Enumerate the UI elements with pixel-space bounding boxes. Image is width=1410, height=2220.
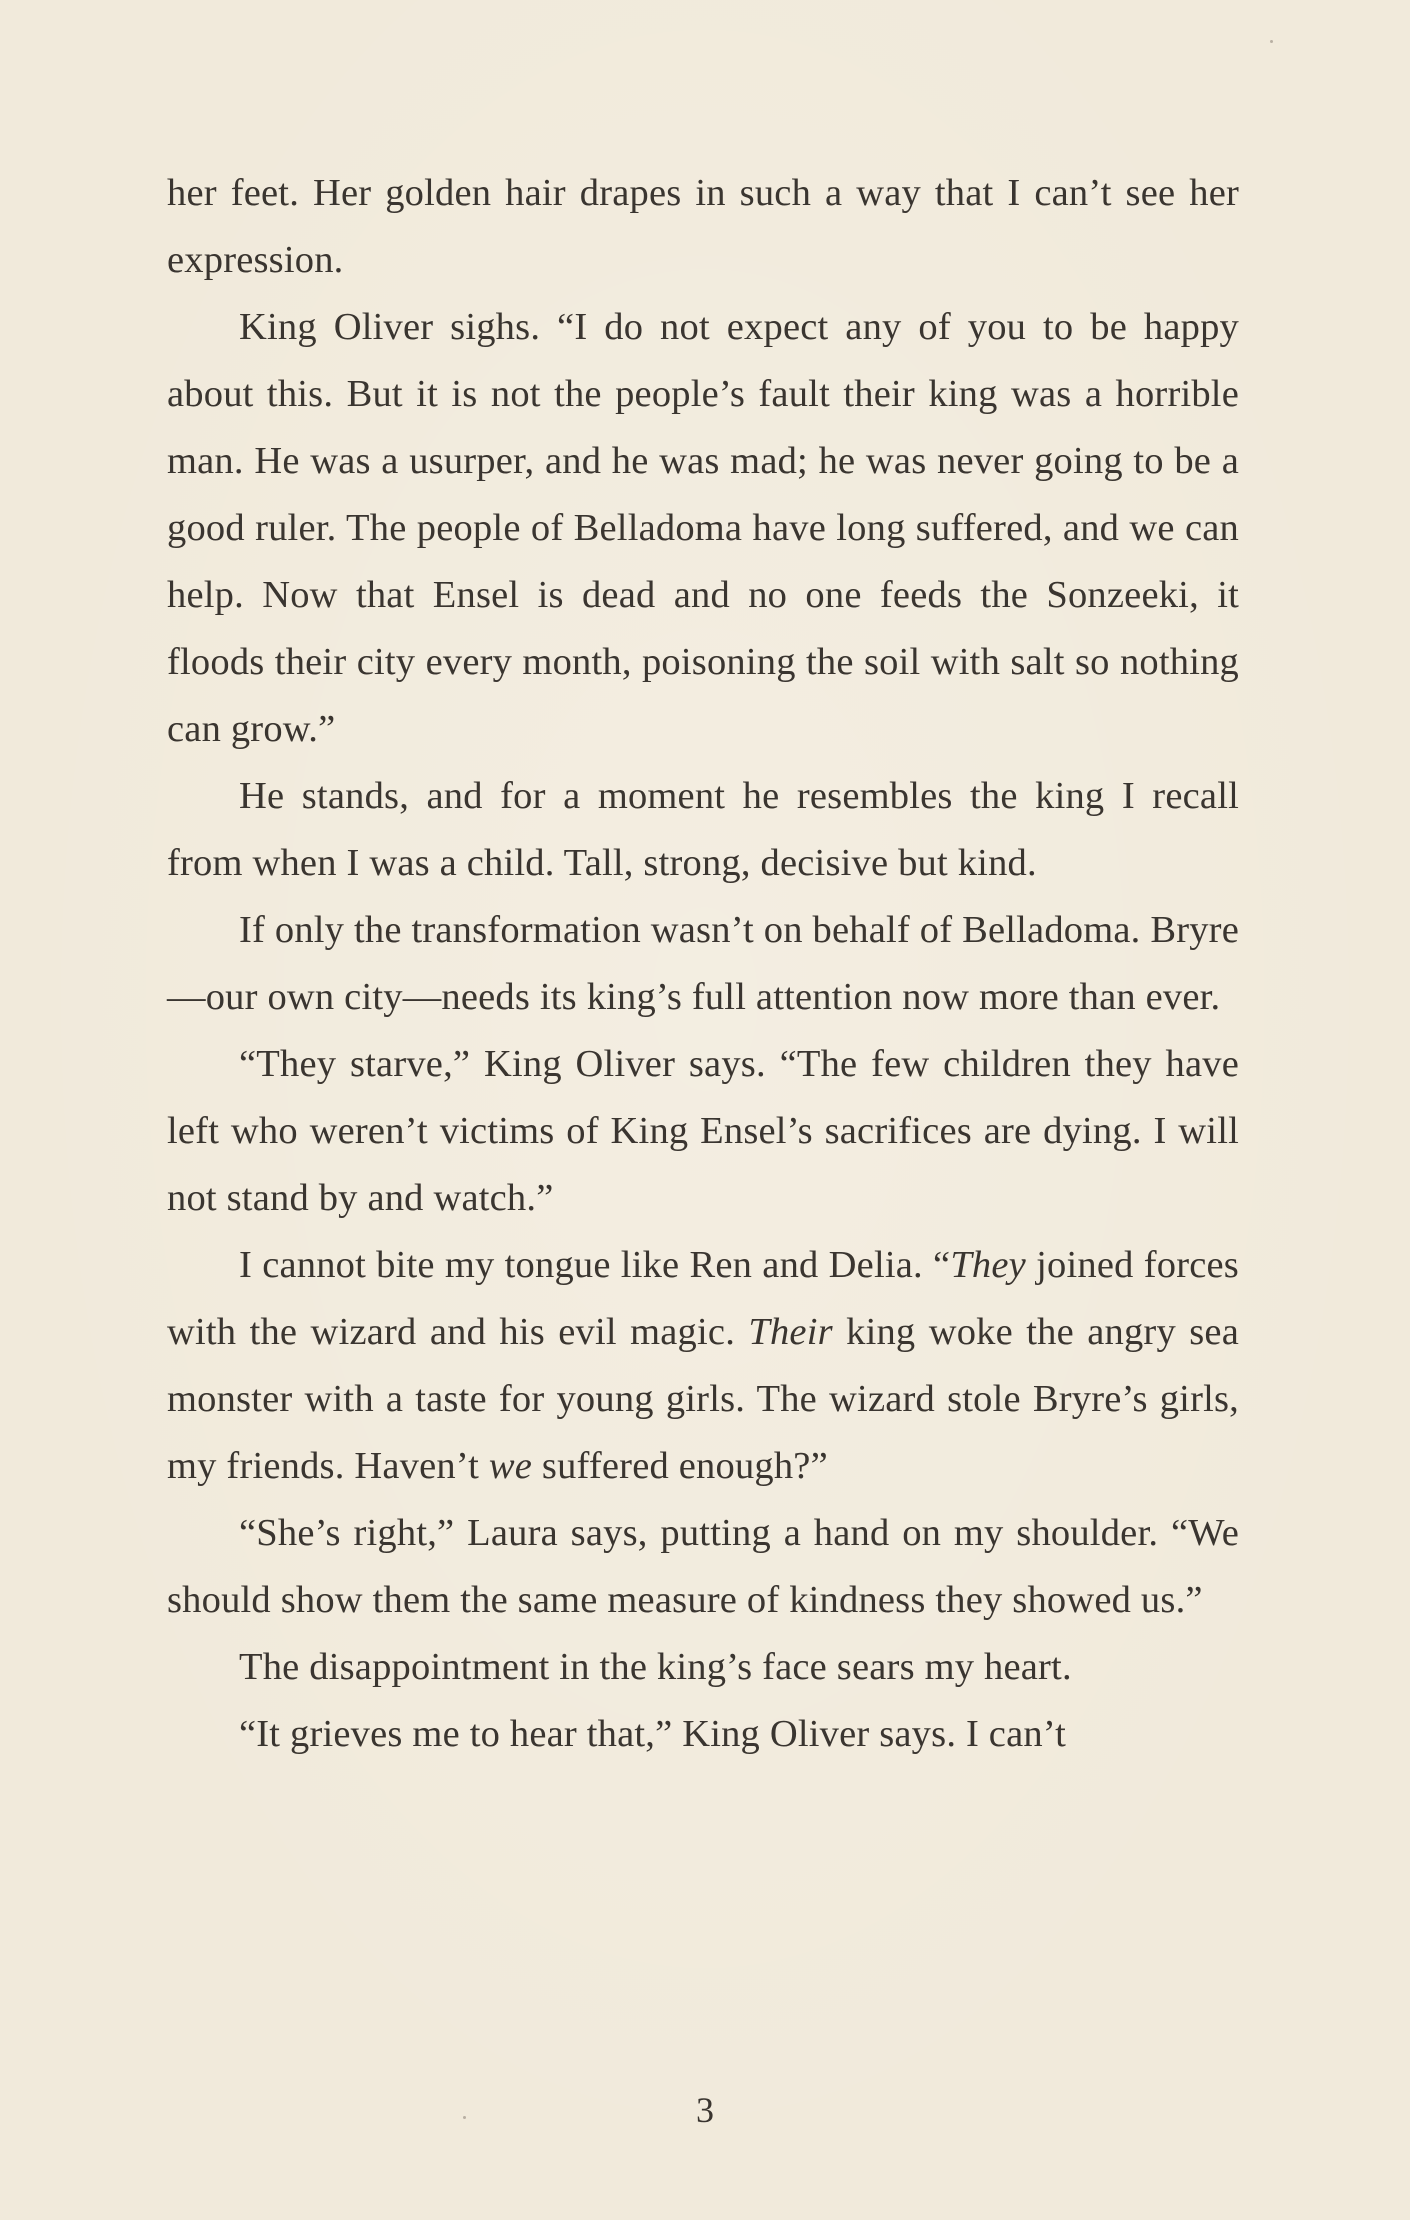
text-run: He stands, and for a moment he resembles the king I recall from when I was a child. Tall, strong, decisive but kind. — [167, 775, 1239, 884]
paragraph — [167, 160, 1239, 294]
text-run: “She’s right,” Laura says, putting a hand on my shoulder. “We should show them the same measure of kindness they showed us.” — [167, 1512, 1239, 1621]
italic-text: we — [488, 1445, 533, 1487]
text-run: “They starve,” King Oliver says. “The few children they have left who weren’t victims of King Ensel’s sacrifices are dying. I will not stand by and watch.” — [167, 1043, 1239, 1219]
text-run: her feet. Her golden hair drapes in such a way that I can’t see her expression. — [167, 172, 1239, 281]
paragraph — [167, 763, 1239, 897]
text-run: I cannot bite my tongue like Ren and Delia. “ — [239, 1244, 951, 1286]
italic-text: They — [950, 1244, 1026, 1286]
paragraph — [167, 1701, 1239, 1768]
text-run: If only the transformation wasn’t on behalf of Belladoma. Bryre—our own city—needs its king’s full attention now more than ever. — [167, 909, 1239, 1018]
text-run: “It grieves me to hear that,” King Oliver says. I can’t — [239, 1713, 1067, 1755]
text-run: suffered enough?” — [532, 1445, 828, 1487]
text-run: king woke the angry sea monster with a taste for young girls. The wizard stole Bryre’s girls, my friends. Haven’t — [167, 1311, 1239, 1487]
body-text — [167, 160, 1239, 1768]
paragraph — [167, 1634, 1239, 1701]
paper-speck — [1270, 40, 1273, 43]
text-run: King Oliver sighs. “I do not expect any of you to be happy about this. But it is not the people’s fault their king was a horrible man. He was a usurper, and he was mad; he was never going to be a good ruler. The people of Belladoma have long suffered, and we can help. Now that Ensel is dead and no one feeds the Sonzeeki, it floods their city every month, poisoning the soil with salt so nothing can grow.” — [167, 306, 1239, 750]
paragraph — [167, 1031, 1239, 1232]
text-run: The disappointment in the king’s face sears my heart. — [239, 1646, 1072, 1688]
paragraph — [167, 294, 1239, 763]
paragraph — [167, 1232, 1239, 1500]
paragraph — [167, 897, 1239, 1031]
page-number: 3 — [696, 2090, 714, 2130]
paragraph — [167, 1500, 1239, 1634]
paper-speck — [463, 2116, 466, 2119]
italic-text: Their — [748, 1311, 833, 1353]
text-run: joined forces with the wizard and his evil magic. — [167, 1244, 1239, 1353]
